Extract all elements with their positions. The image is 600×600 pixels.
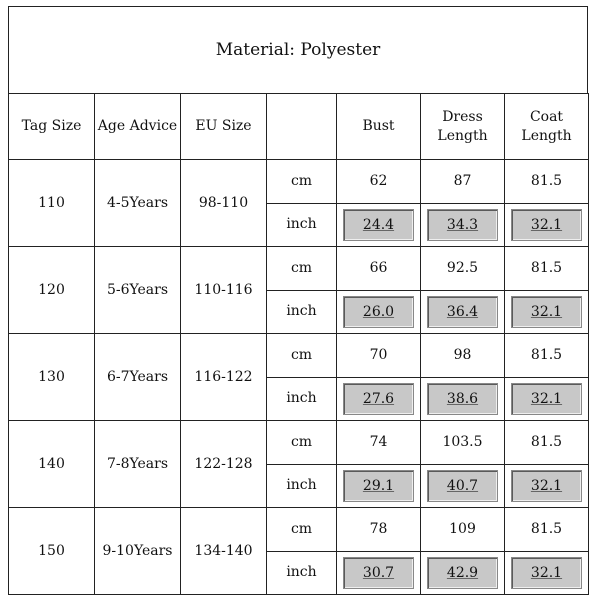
unit-cell: cm xyxy=(267,334,337,378)
bust-inch-value: 26.0 xyxy=(343,296,414,328)
tag-size-cell: 120 xyxy=(9,247,95,334)
header-coat-length xyxy=(505,94,589,160)
dress-length-cm-cell: 92.5 xyxy=(421,247,505,291)
unit-cell: cm xyxy=(267,247,337,291)
coat-length-cm-cell: 81.5 xyxy=(505,247,589,291)
bust-inch-value: 27.6 xyxy=(343,383,414,415)
header-bust: Bust xyxy=(337,94,421,160)
coat-length-inch-value: 32.1 xyxy=(511,209,582,241)
tag-size-cell: 140 xyxy=(9,421,95,508)
tag-size-cell: 110 xyxy=(9,160,95,247)
bust-cm-cell: 62 xyxy=(337,160,421,204)
coat-length-cm-cell: 81.5 xyxy=(505,508,589,552)
eu-size-cell: 134-140 xyxy=(181,508,267,595)
age-advice-cell: 9-10Years xyxy=(95,508,181,595)
table-row xyxy=(9,247,589,291)
unit-cell: inch xyxy=(267,464,337,508)
size-table xyxy=(8,93,589,595)
size-chart xyxy=(8,6,588,594)
bust-inch-cell xyxy=(337,203,421,247)
bust-inch-cell xyxy=(337,464,421,508)
bust-cm-cell: 66 xyxy=(337,247,421,291)
dress-length-cm-cell: 87 xyxy=(421,160,505,204)
header-coat-length-line2: Length xyxy=(521,127,572,144)
coat-length-inch-cell xyxy=(505,464,589,508)
unit-cell: inch xyxy=(267,203,337,247)
dress-length-cm-cell: 109 xyxy=(421,508,505,552)
header-age-advice: Age Advice xyxy=(95,94,181,160)
eu-size-cell: 98-110 xyxy=(181,160,267,247)
bust-inch-value: 24.4 xyxy=(343,209,414,241)
unit-cell: inch xyxy=(267,551,337,595)
header-eu-size: EU Size xyxy=(181,94,267,160)
unit-cell: inch xyxy=(267,377,337,421)
dress-length-inch-value: 40.7 xyxy=(427,470,498,502)
bust-inch-cell xyxy=(337,290,421,334)
dress-length-inch-cell xyxy=(421,551,505,595)
bust-cm-cell: 74 xyxy=(337,421,421,465)
header-unit xyxy=(267,94,337,160)
bust-inch-cell xyxy=(337,551,421,595)
coat-length-inch-cell xyxy=(505,551,589,595)
age-advice-cell: 7-8Years xyxy=(95,421,181,508)
dress-length-inch-cell xyxy=(421,377,505,421)
dress-length-cm-cell: 98 xyxy=(421,334,505,378)
bust-cm-cell: 70 xyxy=(337,334,421,378)
table-row xyxy=(9,421,589,465)
dress-length-inch-cell xyxy=(421,290,505,334)
unit-cell: cm xyxy=(267,508,337,552)
coat-length-inch-cell xyxy=(505,377,589,421)
bust-inch-value: 30.7 xyxy=(343,557,414,589)
header-tag-size: Tag Size xyxy=(9,94,95,160)
eu-size-cell: 122-128 xyxy=(181,421,267,508)
coat-length-inch-value: 32.1 xyxy=(511,296,582,328)
header-row xyxy=(9,94,589,160)
dress-length-inch-value: 38.6 xyxy=(427,383,498,415)
header-coat-length-line1: Coat xyxy=(529,108,564,125)
dress-length-inch-cell xyxy=(421,203,505,247)
dress-length-cm-cell: 103.5 xyxy=(421,421,505,465)
age-advice-cell: 5-6Years xyxy=(95,247,181,334)
dress-length-inch-value: 36.4 xyxy=(427,296,498,328)
unit-cell: cm xyxy=(267,160,337,204)
material-title-text: Material: Polyester xyxy=(215,40,381,60)
header-dress-length xyxy=(421,94,505,160)
age-advice-cell: 4-5Years xyxy=(95,160,181,247)
unit-cell: inch xyxy=(267,290,337,334)
header-dress-length-line2: Length xyxy=(437,127,488,144)
coat-length-inch-cell xyxy=(505,290,589,334)
unit-cell: cm xyxy=(267,421,337,465)
bust-inch-cell xyxy=(337,377,421,421)
age-advice-cell: 6-7Years xyxy=(95,334,181,421)
dress-length-inch-value: 34.3 xyxy=(427,209,498,241)
dress-length-inch-cell xyxy=(421,464,505,508)
coat-length-inch-value: 32.1 xyxy=(511,383,582,415)
table-row xyxy=(9,160,589,204)
header-dress-length-line1: Dress xyxy=(442,108,483,125)
coat-length-cm-cell: 81.5 xyxy=(505,421,589,465)
coat-length-inch-value: 32.1 xyxy=(511,557,582,589)
coat-length-cm-cell: 81.5 xyxy=(505,334,589,378)
coat-length-inch-value: 32.1 xyxy=(511,470,582,502)
eu-size-cell: 116-122 xyxy=(181,334,267,421)
eu-size-cell: 110-116 xyxy=(181,247,267,334)
table-row xyxy=(9,508,589,552)
table-row xyxy=(9,334,589,378)
coat-length-cm-cell: 81.5 xyxy=(505,160,589,204)
tag-size-cell: 130 xyxy=(9,334,95,421)
dress-length-inch-value: 42.9 xyxy=(427,557,498,589)
bust-cm-cell: 78 xyxy=(337,508,421,552)
tag-size-cell: 150 xyxy=(9,508,95,595)
bust-inch-value: 29.1 xyxy=(343,470,414,502)
coat-length-inch-cell xyxy=(505,203,589,247)
material-title xyxy=(8,6,588,94)
